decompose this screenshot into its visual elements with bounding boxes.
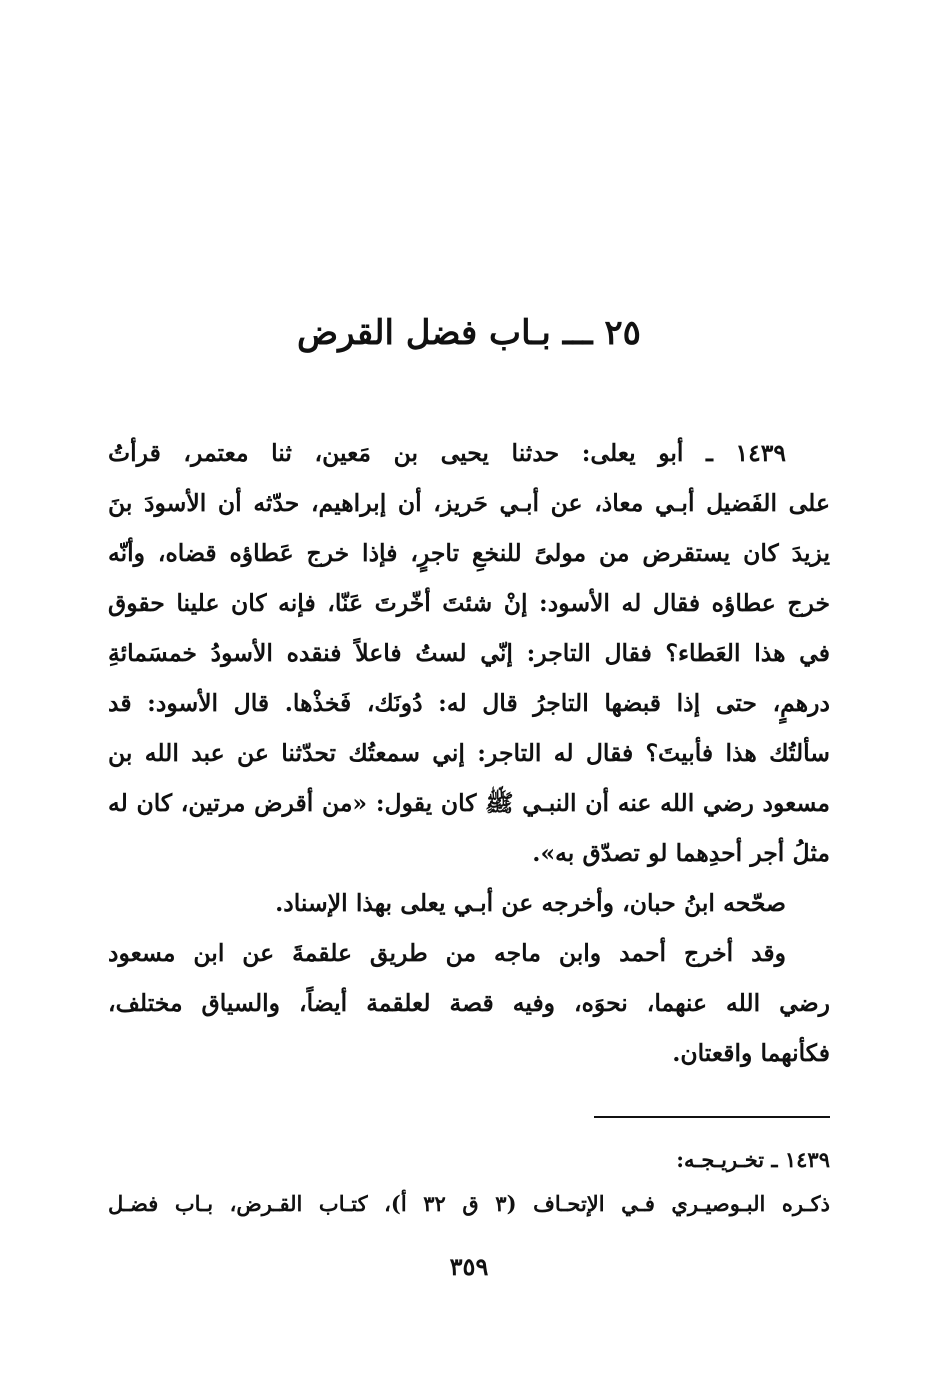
text-line: مسعود رضي الله عنه أن النبـي ﷺ كان يقول: «من أقرض مرتين، كان له: [108, 789, 830, 817]
text-line: صحّحه ابنُ حبان، وأخرجه عن أبـي يعلى بهذا الإسناد.: [275, 889, 786, 917]
page-number: ٣٥٩: [449, 1252, 489, 1281]
footnote-text: ذكـره البـوصيـري فـي الإتحـاف (٣ ق ٣٢ أ)، كتـاب القـرض، بـاب فضـل: [108, 1191, 830, 1216]
text-line: ١٤٣٩ ـ أبو يعلى: حدثنا يحيى بن مَعين، ثنا معتمر، قرأتُ: [108, 439, 786, 467]
text-line: على الفَضيل أبـي معاذ، عن أبـي حَريز، أن إبراهيم، حدّثه أن الأسودَ بنَ: [108, 489, 830, 517]
text-line: سألتُك هذا فأبيتَ؟ فقال له التاجر: إني سمعتُك تحدّثنا عن عبد الله بن: [108, 739, 830, 767]
text-line: مثلُ أجر أحدِهما لو تصدّق به».: [532, 839, 830, 867]
main-text: [108, 428, 830, 1078]
text-line: درهمٍ، حتى إذا قبضها التاجرُ قال له: دُونَك، فَخذْها. قال الأسود: قد: [108, 689, 830, 717]
footnote-divider: [594, 1116, 830, 1118]
text-line: رضي الله عنهما، نحوَه، وفيه قصة لعلقمة أيضاً، والسياق مختلف،: [108, 989, 830, 1017]
hadith-paragraph: [108, 428, 830, 878]
footnote: [108, 1138, 830, 1226]
text-line: فكأنهما واقعتان.: [672, 1039, 830, 1067]
footnote-heading: ١٤٣٩ ـ تخـريـجـه:: [676, 1147, 830, 1172]
text-line: خرج عطاؤه فقال له الأسود: إنْ شئتَ أخّرتَ عَنّا، فإنه كان علينا حقوق: [108, 589, 830, 617]
chapter-title: ٢٥ ـــ بـاب فضل القرض: [297, 313, 641, 353]
text-line: يزيدَ كان يستقرض من مولىً للنخعِ تاجرٍ، فإذا خرج عَطاؤه قضاه، وأنّه: [108, 539, 830, 567]
commentary-paragraph: [108, 928, 830, 1078]
commentary-paragraph: [108, 878, 830, 928]
text-line: في هذا العَطاء؟ فقال التاجر: إنّي لستُ فاعلاً فنقده الأسودُ خمسَمائةِ: [108, 639, 830, 667]
text-line: وقد أخرج أحمد وابن ماجه من طريق علقمةَ عن ابن مسعود: [108, 939, 786, 967]
